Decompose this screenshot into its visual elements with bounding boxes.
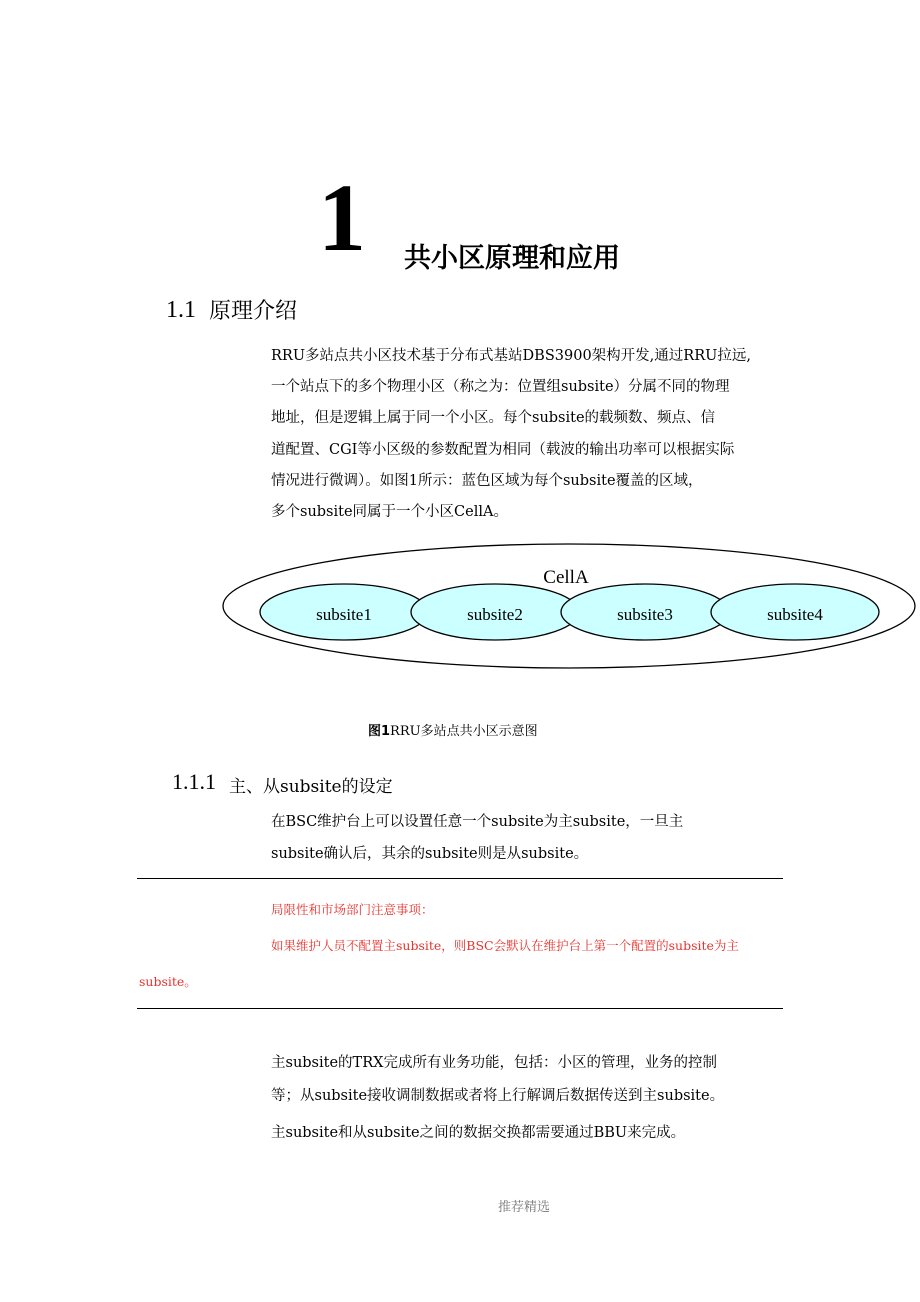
note-top-rule <box>137 878 783 879</box>
note-title: 局限性和市场部门注意事项： <box>271 902 434 917</box>
body-line: 主subsite和从subsite之间的数据交换都需要通过BBU来完成。 <box>271 1125 686 1141</box>
note-line: subsite。 <box>139 974 197 989</box>
page-footer: 推荐精选 <box>498 1200 551 1215</box>
subsite-label-1: subsite1 <box>316 605 372 624</box>
intro-line: 一个站点下的多个物理小区（称之为：位置组subsite）分属不同的物理 <box>271 379 730 395</box>
intro-line: 地址，但是逻辑上属于同一个小区。每个subsite的载频数、频点、信 <box>271 410 716 426</box>
intro-line: 情况进行微调）。如图1所示：蓝色区域为每个subsite覆盖的区域， <box>271 473 703 489</box>
subsection-number: 1.1.1 <box>172 769 216 794</box>
figure-caption <box>368 720 538 739</box>
intro-line: RRU多站点共小区技术基于分布式基站DBS3900架构开发,通过RRU拉远, <box>271 348 751 364</box>
subsection-line: 在BSC维护台上可以设置任意一个subsite为主subsite，一旦主 <box>271 814 684 830</box>
note-line: 如果维护人员不配置主subsite，则BSC会默认在维护台上第一个配置的subsite为主 <box>271 938 739 953</box>
cell-label: CellA <box>543 567 589 588</box>
chapter-title: 共小区原理和应用 <box>404 243 620 274</box>
figure-caption-label: 图1 <box>368 724 391 739</box>
body-line: 等；从subsite接收调制数据或者将上行解调后数据传送到主subsite。 <box>271 1088 725 1104</box>
intro-line: 多个subsite同属于一个小区CellA。 <box>271 504 508 520</box>
subsection-line: subsite确认后，其余的subsite则是从subsite。 <box>271 846 589 862</box>
subsection-title: 主、从subsite的设定 <box>229 777 393 797</box>
section-title: 原理介绍 <box>209 299 298 324</box>
subsite-label-3: subsite3 <box>617 605 673 624</box>
subsite-label-2: subsite2 <box>467 605 523 624</box>
note-bottom-rule <box>137 1008 783 1009</box>
intro-line: 道配置、CGI等小区级的参数配置为相同（载波的输出功率可以根据实际 <box>271 442 735 458</box>
section-number: 1.1 <box>166 297 196 323</box>
chapter-number: 1 <box>318 164 366 271</box>
figure-caption-text: RRU多站点共小区示意图 <box>390 724 538 739</box>
subsite-label-4: subsite4 <box>767 605 823 624</box>
body-line: 主subsite的TRX完成所有业务功能，包括：小区的管理，业务的控制 <box>271 1055 717 1071</box>
